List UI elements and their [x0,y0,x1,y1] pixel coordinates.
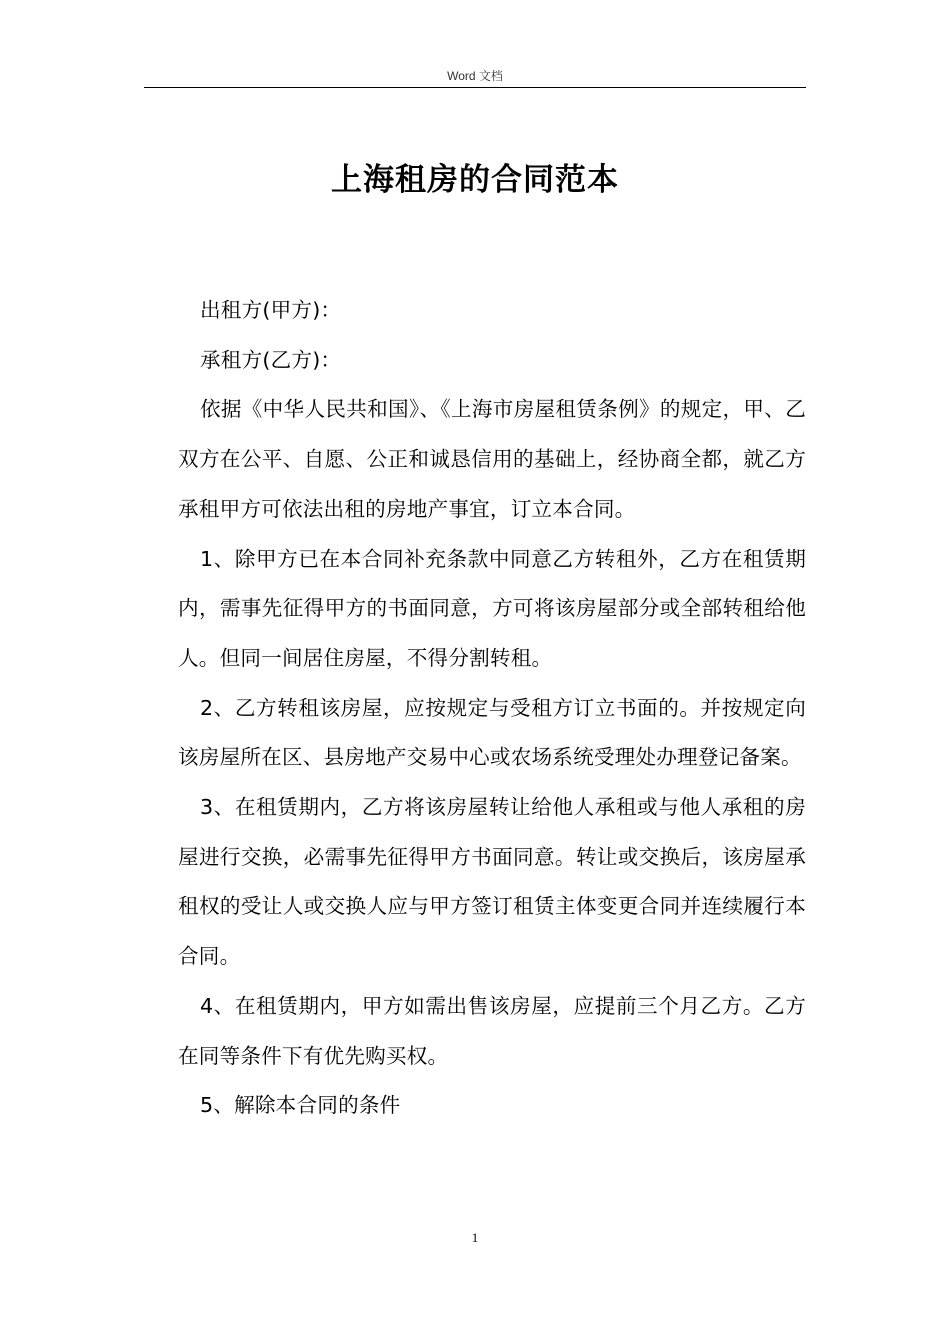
document-body [178,286,806,1131]
clause-2-paragraph: 2、乙方转租该房屋，应按规定与受租方订立书面的。并按规定向该房屋所在区、县房地产交易中心或农场系统受理处办理登记备案。 [178,695,806,770]
header-divider [144,87,806,88]
page-number: 1 [471,1230,479,1245]
clause-3-paragraph: 3、在租赁期内，乙方将该房屋转让给他人承租或与他人承租的房屋进行交换，必需事先征得甲方书面同意。转让或交换后，该房屋承租权的受让人或交换人应与甲方签订租赁主体变更合同并连续履行本合同。 [178,795,806,969]
preamble-paragraph: 依据《中华人民共和国》、《上海市房屋租赁条例》的规定，甲、乙双方在公平、自愿、公正和诚恳信用的基础上，经协商全都，就乙方承租甲方可依法出租的房地产事宜，订立本合同。 [178,397,806,521]
clause-1-paragraph: 1、除甲方已在本合同补充条款中同意乙方转租外，乙方在租赁期内，需事先征得甲方的书面同意，方可将该房屋部分或全部转租给他人。但同一间居住房屋，不得分割转租。 [178,546,806,670]
clause-4-paragraph: 4、在租赁期内，甲方如需出售该房屋，应提前三个月乙方。乙方在同等条件下有优先购买权。 [178,993,806,1068]
document-title: 上海租房的合同范本 [331,162,619,198]
party-a-line: 出租方(甲方)： [200,298,342,322]
clause-5-heading: 5、解除本合同的条件 [200,1093,401,1118]
header-label: Word 文档 [447,69,503,83]
party-b-line: 承租方(乙方)： [200,347,342,372]
